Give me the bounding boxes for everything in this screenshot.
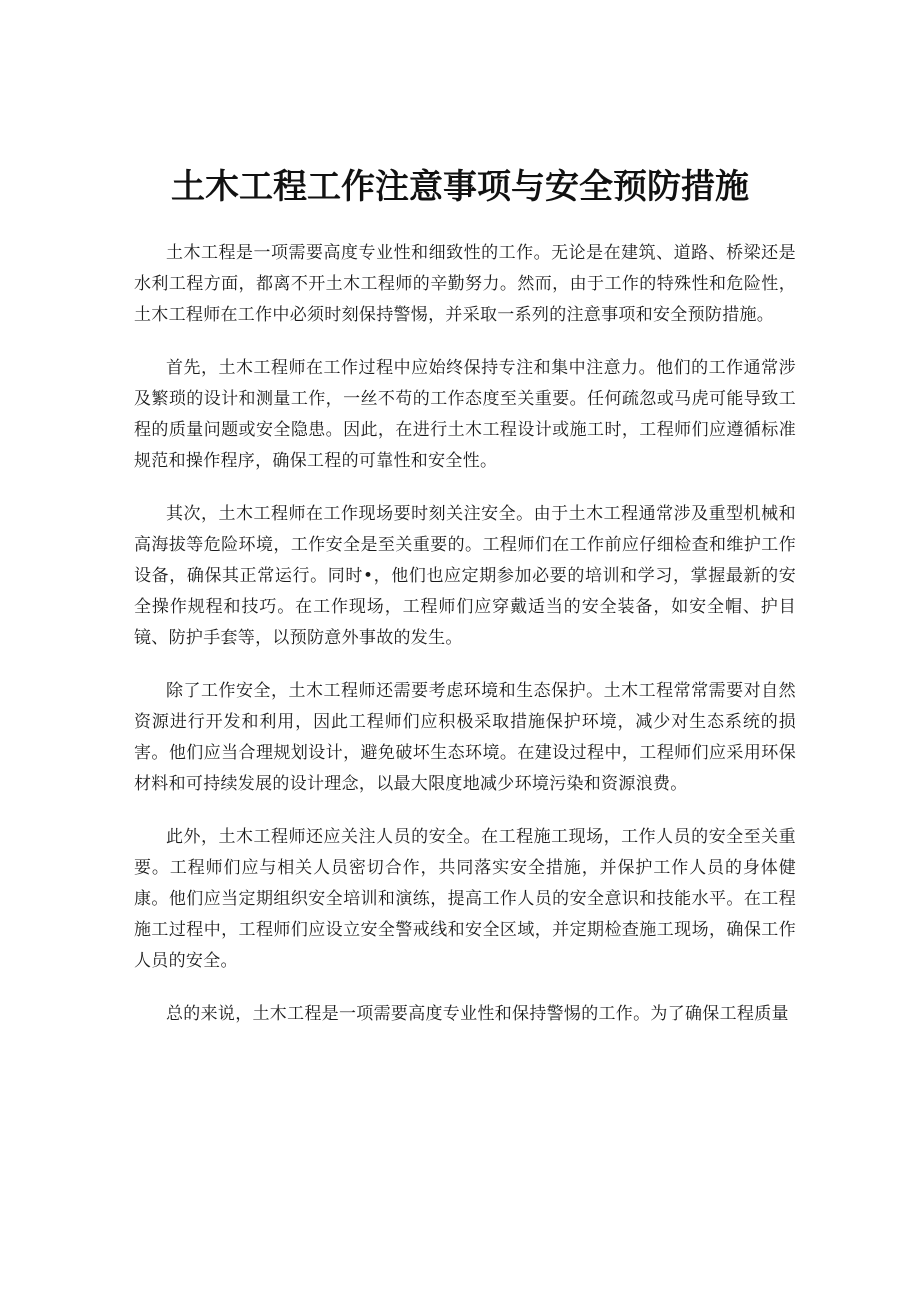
paragraph-personnel: 此外，土木工程师还应关注人员的安全。在工程施工现场，工作人员的安全至关重要。工程师们应与相关人员密切合作，共同落实安全措施，并保护工作人员的身体健康。他们应当定期组织安全培训和演练，提高工作人员的安全意识和技能水平。在工程施工过程中，工程师们应设立安全警戒线和安全区域，并定期检查施工现场，确保工作人员的安全。	[134, 827, 796, 971]
paragraph-environment: 除了工作安全，土木工程师还需要考虑环境和生态保护。土木工程常常需要对自然资源进行开发和利用，因此工程师们应积极采取措施保护环境，减少对生态系统的损害。他们应当合理规划设计，避免破坏生态环境。在建设过程中，工程师们应采用环保材料和可持续发展的设计理念，以最大限度地减少环境污染和资源浪费。	[134, 681, 796, 794]
paragraph-intro: 土木工程是一项需要高度专业性和细致性的工作。无论是在建筑、道路、桥梁还是水利工程方面，都离不开土木工程师的辛勤努力。然而，由于工作的特殊性和危险性，土木工程师在工作中必须时刻保持警惕，并采取一系列的注意事项和安全预防措施。	[134, 243, 796, 325]
document-title: 土木工程工作注意事项与安全预防措施	[171, 167, 749, 207]
paragraph-site-safety: 其次，土木工程师在工作现场要时刻关注安全。由于土木工程通常涉及重型机械和高海拔等危险环境，工作安全是至关重要的。工程师们在工作前应仔细检查和维护工作设备，确保其正常运行。同时•，他们也应定期参加必要的培训和学习，掌握最新的安全操作规程和技巧。在工作现场，工程师们应穿戴适当的安全装备，如安全帽、护目镜、防护手套等，以预防意外事故的发生。	[134, 504, 796, 648]
document-body	[134, 238, 796, 1052]
paragraph-summary: 总的来说，土木工程是一项需要高度专业性和保持警惕的工作。为了确保工程质量	[166, 1004, 789, 1024]
paragraph-focus: 首先，土木工程师在工作过程中应始终保持专注和集中注意力。他们的工作通常涉及繁琐的设计和测量工作，一丝不苟的工作态度至关重要。任何疏忽或马虎可能导致工程的质量问题或安全隐患。因此，在进行土木工程设计或施工时，工程师们应遵循标准规范和操作程序，确保工程的可靠性和安全性。	[134, 358, 796, 471]
